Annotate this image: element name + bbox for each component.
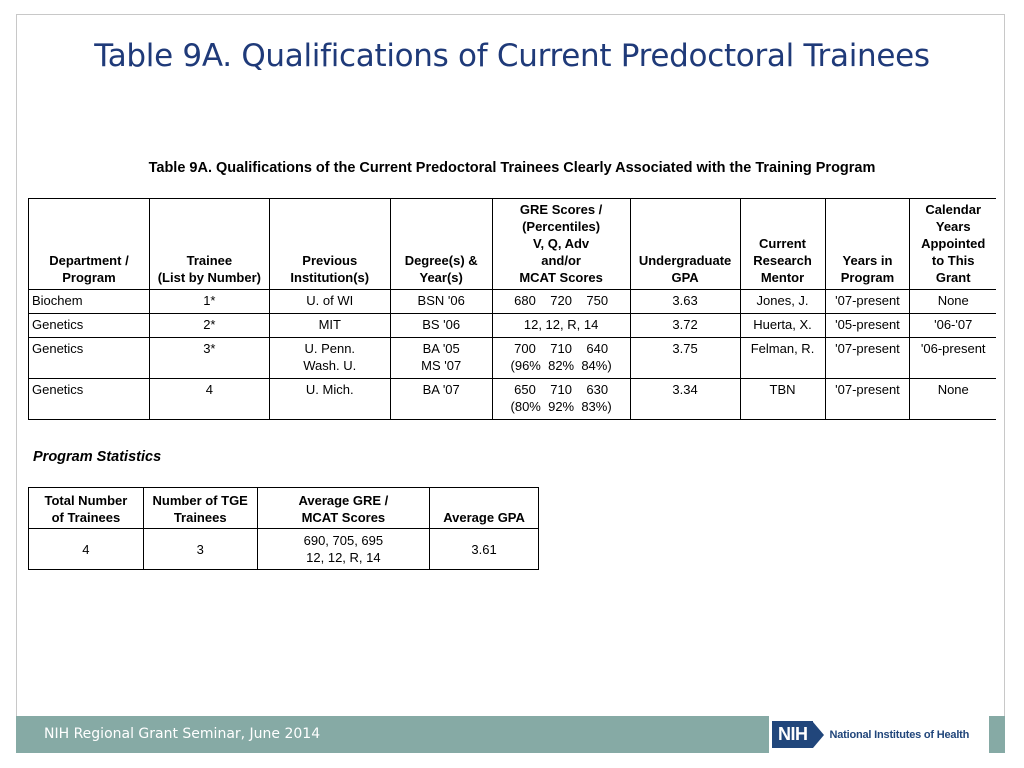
cell-years-in-program: '07-present bbox=[825, 338, 910, 379]
cell-mentor: TBN bbox=[740, 379, 825, 420]
cell-total-trainees: 4 bbox=[29, 529, 144, 570]
cell-years-in-program: '05-present bbox=[825, 314, 910, 338]
cell-years-appointed: '06-present bbox=[910, 338, 996, 379]
stats-row bbox=[29, 529, 539, 570]
cell-gre: 12, 12, R, 14 bbox=[492, 314, 630, 338]
table-row bbox=[29, 379, 997, 420]
header-previous-institution: Previous Institution(s) bbox=[269, 199, 390, 290]
cell-years-appointed: None bbox=[910, 379, 996, 420]
cell-gpa: 3.63 bbox=[630, 290, 740, 314]
cell-years-in-program: '07-present bbox=[825, 379, 910, 420]
header-total-trainees: Total Number of Trainees bbox=[29, 488, 144, 529]
nih-logo bbox=[769, 716, 989, 753]
header-degrees: Degree(s) & Year(s) bbox=[390, 199, 492, 290]
nih-logo-name: National Institutes of Health bbox=[829, 728, 970, 741]
cell-gpa: 3.75 bbox=[630, 338, 740, 379]
header-gpa: Undergraduate GPA bbox=[630, 199, 740, 290]
cell-degree: BA '05 MS '07 bbox=[390, 338, 492, 379]
cell-institution: U. Mich. bbox=[269, 379, 390, 420]
cell-gre: 650 710 630 (80% 92% 83%) bbox=[492, 379, 630, 420]
trainee-qualifications-table bbox=[28, 198, 996, 420]
nih-logo-box: NIH bbox=[772, 721, 813, 748]
nih-logo-mark bbox=[772, 721, 824, 748]
slide-title: Table 9A. Qualifications of Current Predoctoral Trainees bbox=[94, 38, 930, 74]
cell-department: Genetics bbox=[29, 338, 150, 379]
table-row bbox=[29, 338, 997, 379]
cell-department: Genetics bbox=[29, 314, 150, 338]
cell-trainee: 1* bbox=[149, 290, 269, 314]
header-department: Department / Program bbox=[29, 199, 150, 290]
header-trainee: Trainee (List by Number) bbox=[149, 199, 269, 290]
cell-average-gre: 690, 705, 695 12, 12, R, 14 bbox=[257, 529, 430, 570]
cell-mentor: Felman, R. bbox=[740, 338, 825, 379]
cell-average-gpa: 3.61 bbox=[430, 529, 539, 570]
cell-degree: BSN '06 bbox=[390, 290, 492, 314]
program-statistics-label: Program Statistics bbox=[33, 449, 162, 465]
header-mentor: Current Research Mentor bbox=[740, 199, 825, 290]
header-years-appointed: Calendar Years Appointed to This Grant bbox=[910, 199, 996, 290]
cell-trainee: 3* bbox=[149, 338, 269, 379]
cell-years-appointed: '06-'07 bbox=[910, 314, 996, 338]
header-average-gre: Average GRE / MCAT Scores bbox=[257, 488, 430, 529]
cell-institution: U. Penn. Wash. U. bbox=[269, 338, 390, 379]
stats-header-row bbox=[29, 488, 539, 529]
cell-institution: U. of WI bbox=[269, 290, 390, 314]
nih-logo-arrow-icon bbox=[813, 722, 824, 748]
cell-mentor: Huerta, X. bbox=[740, 314, 825, 338]
cell-gpa: 3.34 bbox=[630, 379, 740, 420]
cell-department: Biochem bbox=[29, 290, 150, 314]
cell-gre: 700 710 640 (96% 82% 84%) bbox=[492, 338, 630, 379]
header-average-gpa: Average GPA bbox=[430, 488, 539, 529]
header-years-in-program: Years in Program bbox=[825, 199, 910, 290]
cell-trainee: 4 bbox=[149, 379, 269, 420]
table-row bbox=[29, 290, 997, 314]
cell-trainee: 2* bbox=[149, 314, 269, 338]
program-statistics-table bbox=[28, 487, 539, 570]
footer-text: NIH Regional Grant Seminar, June 2014 bbox=[44, 726, 321, 742]
cell-mentor: Jones, J. bbox=[740, 290, 825, 314]
header-tge-trainees: Number of TGE Trainees bbox=[143, 488, 257, 529]
table-header-row bbox=[29, 199, 997, 290]
cell-department: Genetics bbox=[29, 379, 150, 420]
cell-gre: 680 720 750 bbox=[492, 290, 630, 314]
cell-degree: BS '06 bbox=[390, 314, 492, 338]
cell-tge-trainees: 3 bbox=[143, 529, 257, 570]
header-gre-scores: GRE Scores / (Percentiles) V, Q, Adv and/or MCAT Scores bbox=[492, 199, 630, 290]
table-caption: Table 9A. Qualifications of the Current Predoctoral Trainees Clearly Associated with the Training Program bbox=[148, 160, 876, 176]
cell-gpa: 3.72 bbox=[630, 314, 740, 338]
cell-degree: BA '07 bbox=[390, 379, 492, 420]
cell-years-appointed: None bbox=[910, 290, 996, 314]
table-row bbox=[29, 314, 997, 338]
cell-years-in-program: '07-present bbox=[825, 290, 910, 314]
cell-institution: MIT bbox=[269, 314, 390, 338]
